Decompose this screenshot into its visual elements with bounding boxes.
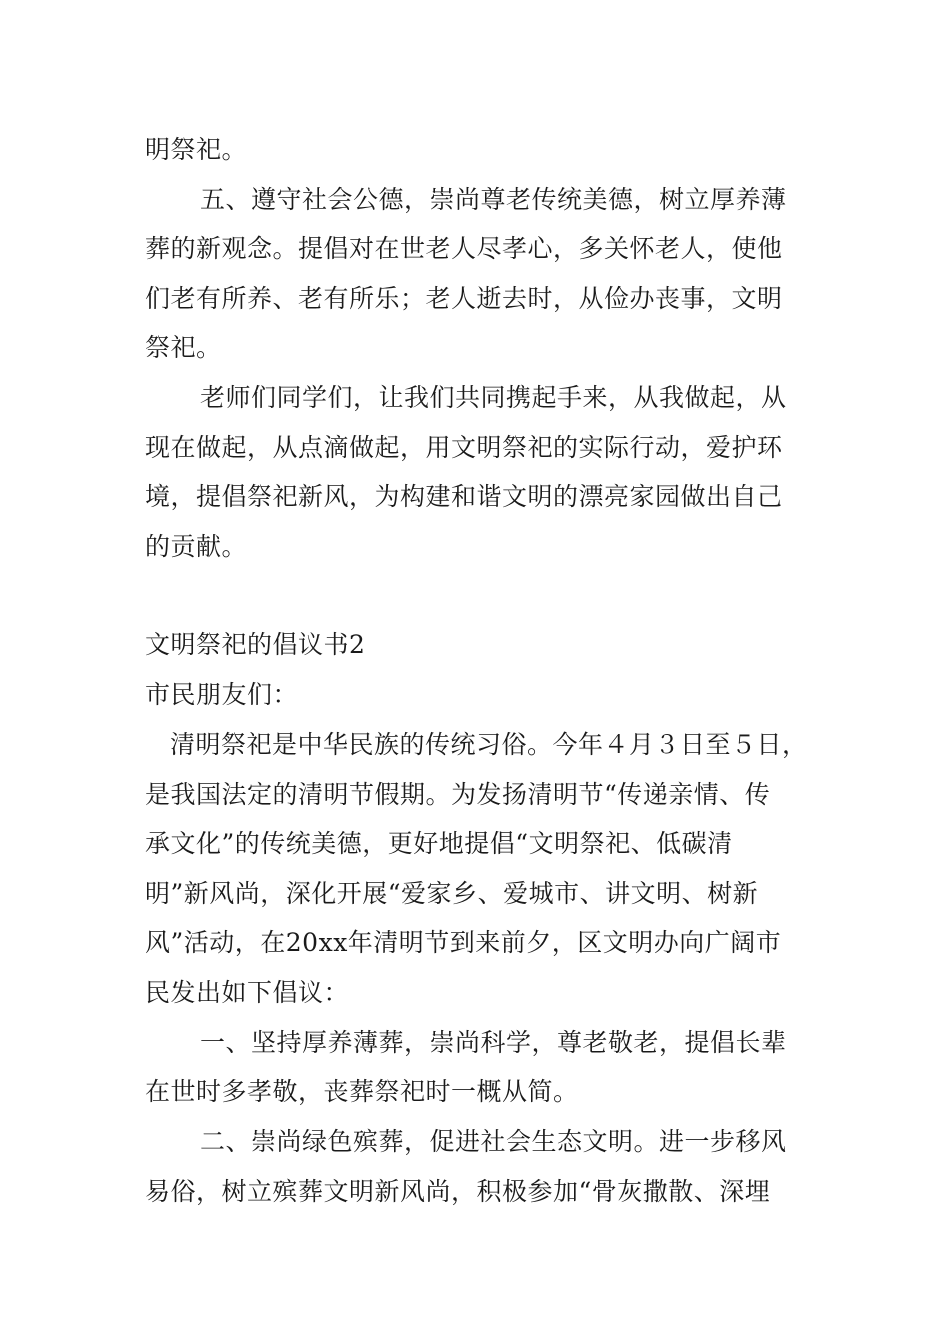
text-line: 的贡献。	[145, 532, 248, 561]
text-line: 一、坚持厚养薄葬，崇尚科学，尊老敬老，提倡长辈	[200, 1028, 787, 1057]
text-line: 二、崇尚绿色殡葬，促进社会生态文明。进一步移风	[200, 1127, 787, 1156]
text-line: 是我国法定的清明节假期。为发扬清明节“传递亲情、传	[145, 780, 771, 809]
text-line: 祭祀。	[145, 333, 222, 362]
text-line: 境，提倡祭祀新风，为构建和谐文明的漂亮家园做出自己	[145, 482, 783, 511]
text-line: 清明祭祀是中华民族的传统习俗。今年４月３日至５日，	[170, 730, 808, 759]
section-title: 文明祭祀的倡议书2	[145, 630, 366, 659]
text-line: 五、遵守社会公德，崇尚尊老传统美德，树立厚养薄	[200, 185, 787, 214]
text-line: 老师们同学们，让我们共同携起手来，从我做起，从	[200, 383, 787, 412]
text-line: 葬的新观念。提倡对在世老人尽孝心，多关怀老人，使他	[145, 234, 783, 263]
text-line: 承文化”的传统美德，更好地提倡“文明祭祀、低碳清	[145, 829, 733, 858]
text-line: 民发出如下倡议：	[145, 978, 350, 1007]
text-line: 明”新风尚，深化开展“爱家乡、爱城市、讲文明、树新	[145, 879, 759, 908]
text-line: 风”活动，在20xx年清明节到来前夕，区文明办向广阔市	[145, 928, 782, 957]
text-line: 现在做起，从点滴做起，用文明祭祀的实际行动，爱护环	[145, 433, 783, 462]
text-line: 易俗，树立殡葬文明新风尚，积极参加“骨灰撒散、深埋	[145, 1177, 771, 1206]
text-line: 们老有所养、老有所乐；老人逝去时，从俭办丧事，文明	[145, 284, 783, 313]
text-line: 明祭祀。	[145, 135, 248, 164]
salutation: 市民朋友们：	[145, 680, 299, 709]
text-line: 在世时多孝敬，丧葬祭祀时一概从简。	[145, 1077, 579, 1106]
